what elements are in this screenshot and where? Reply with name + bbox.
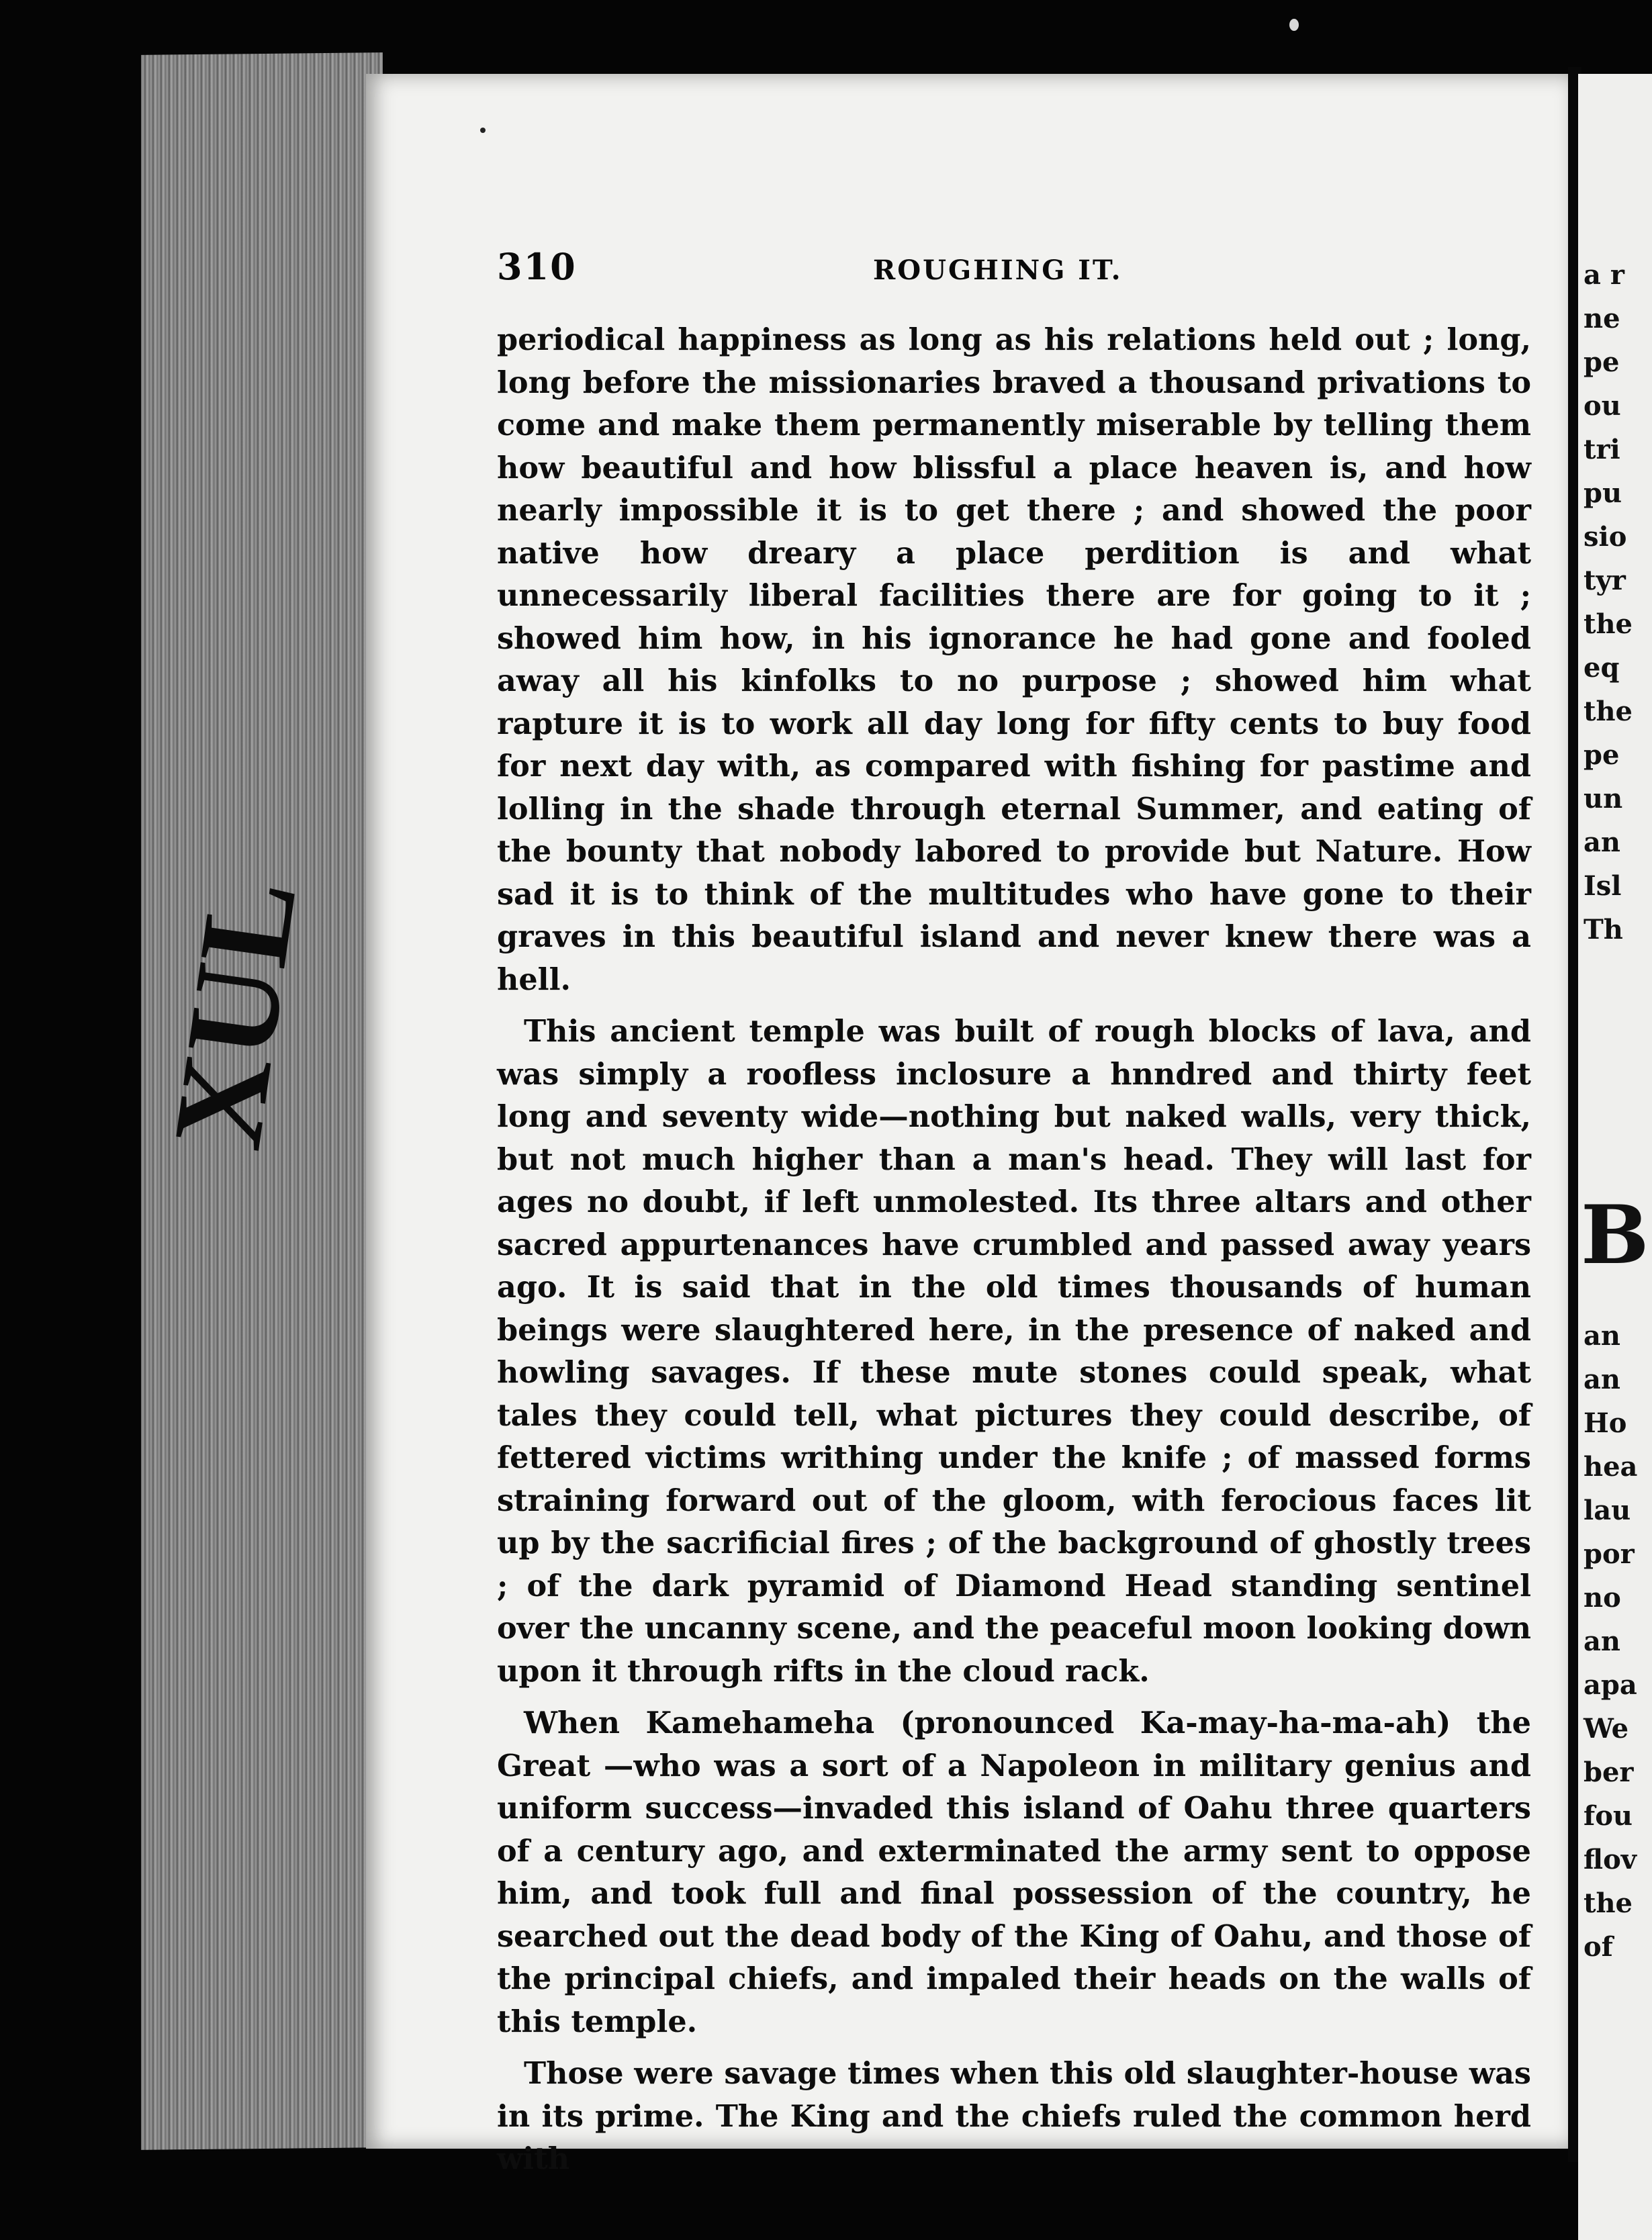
facing-page-fragment: hea [1584, 1451, 1638, 1483]
facing-page-fragment: un [1584, 783, 1623, 814]
facing-page-fragment: an [1584, 1320, 1620, 1352]
facing-page-fragment: no [1584, 1582, 1621, 1614]
facing-page-fragment: an [1584, 1626, 1620, 1657]
facing-page-fragment: ne [1584, 303, 1620, 334]
facing-page-fragment: lau [1584, 1495, 1631, 1526]
page-content [497, 245, 1531, 2181]
facing-page-fragment: B [1581, 1188, 1649, 1282]
facing-page-fragment: the [1584, 1887, 1633, 1919]
book-page [366, 74, 1568, 2176]
facing-page-fragment: tyr [1584, 565, 1626, 596]
paragraph-3: When Kamehameha (pronounced Ka-may-ha-ma-ah) the Great —who was a sort of a Napoleon in military genius and uniform success—invaded this island of Oahu three quarters of a century ago, and exterminated the army sent to oppose him, and took full and final possession of the country, he searched out the dead body of the King of Oahu, and those of the principal chiefs, and impaled their heads on the walls of this temple. [497, 1706, 1531, 2039]
facing-page-fragment: Isl [1584, 870, 1622, 902]
page-number: 310 [497, 245, 577, 288]
body-text [497, 319, 1531, 2181]
facing-page-fragment: pe [1584, 739, 1620, 771]
edge-mark: XUL [146, 870, 324, 1158]
facing-page-fragment: eq [1584, 652, 1620, 684]
facing-page-fragment: an [1584, 1364, 1620, 1395]
paragraph-4: Those were savage times when this old slaughter-house was in its prime. The King and the chiefs ruled the common herd with [497, 2056, 1531, 2176]
facing-page-fragment: an [1584, 827, 1620, 858]
facing-page-fragment: flov [1584, 1844, 1637, 1875]
facing-page-fragment: the [1584, 608, 1633, 640]
dust-speck [480, 128, 486, 133]
running-head [497, 245, 1531, 309]
facing-page-fragment: apa [1584, 1669, 1637, 1701]
facing-page-fragment: the [1584, 696, 1633, 727]
dust-speck [1289, 19, 1299, 31]
paragraph-1: periodical happiness as long as his relations held out ; long, long before the missionaries braved a thousand privations to come and make them permanently miserable by telling them how beautiful and how blissful a place heaven is, and how nearly impossible it is to get there ; and showed the poor native how dreary a place perdition is and what unnecessarily liberal facilities there are for going to it ; showed him how, in his ignorance he had gone and fooled away all his kinfolks to no purpose ; showed him what rapture it is to work all day long for fifty cents to buy food for next day with, as compared with fishing for pastime and lolling in the shade through eternal Summer, and eating of the bounty that nobody labored to provide but Nature. How sad it is to think of the multitudes who have gone to their graves in this beautiful island and never knew there was a hell. [497, 322, 1531, 997]
facing-page-fragment: Ho [1584, 1407, 1627, 1439]
facing-page-fragment: ou [1584, 390, 1621, 422]
facing-page-fragment: fou [1584, 1800, 1633, 1832]
book-title: ROUGHING IT. [873, 254, 1123, 286]
facing-page-fragment: tri [1584, 434, 1620, 465]
paragraph-2: This ancient temple was built of rough blocks of lava, and was simply a roofless inclosure a hnndred and thirty feet long and seventy wide—nothing but naked walls, very thick, but not much higher than a man's head. They will last for ages no doubt, if left unmolested. Its three altars and other sacred appurtenances have crumbled and passed away years ago. It is said that in the old times thousands of human beings were slaughtered here, in the presence of naked and howling savages. If these mute stones could speak, what tales they could tell, what pictures they could describe, of fettered victims writhing under the knife ; of massed forms straining forward out of the gloom, with ferocious faces lit up by the sacrificial fires ; of the background of ghostly trees ; of the dark pyramid of Diamond Head standing sentinel over the uncanny scene, and the peaceful moon looking down upon it through rifts in the cloud rack. [497, 1014, 1531, 1689]
facing-page [1578, 74, 1652, 2240]
facing-page-fragment: ber [1584, 1757, 1634, 1788]
facing-page-fragment: a r [1584, 259, 1624, 291]
facing-page-fragment: pu [1584, 477, 1622, 509]
facing-page-fragment: por [1584, 1538, 1635, 1570]
facing-page-fragment: of [1584, 1931, 1613, 1963]
facing-page-fragment: pe [1584, 346, 1620, 378]
facing-page-fragment: Th [1584, 914, 1623, 945]
facing-page-fragment: sio [1584, 521, 1627, 553]
facing-page-fragment: We [1584, 1713, 1629, 1744]
